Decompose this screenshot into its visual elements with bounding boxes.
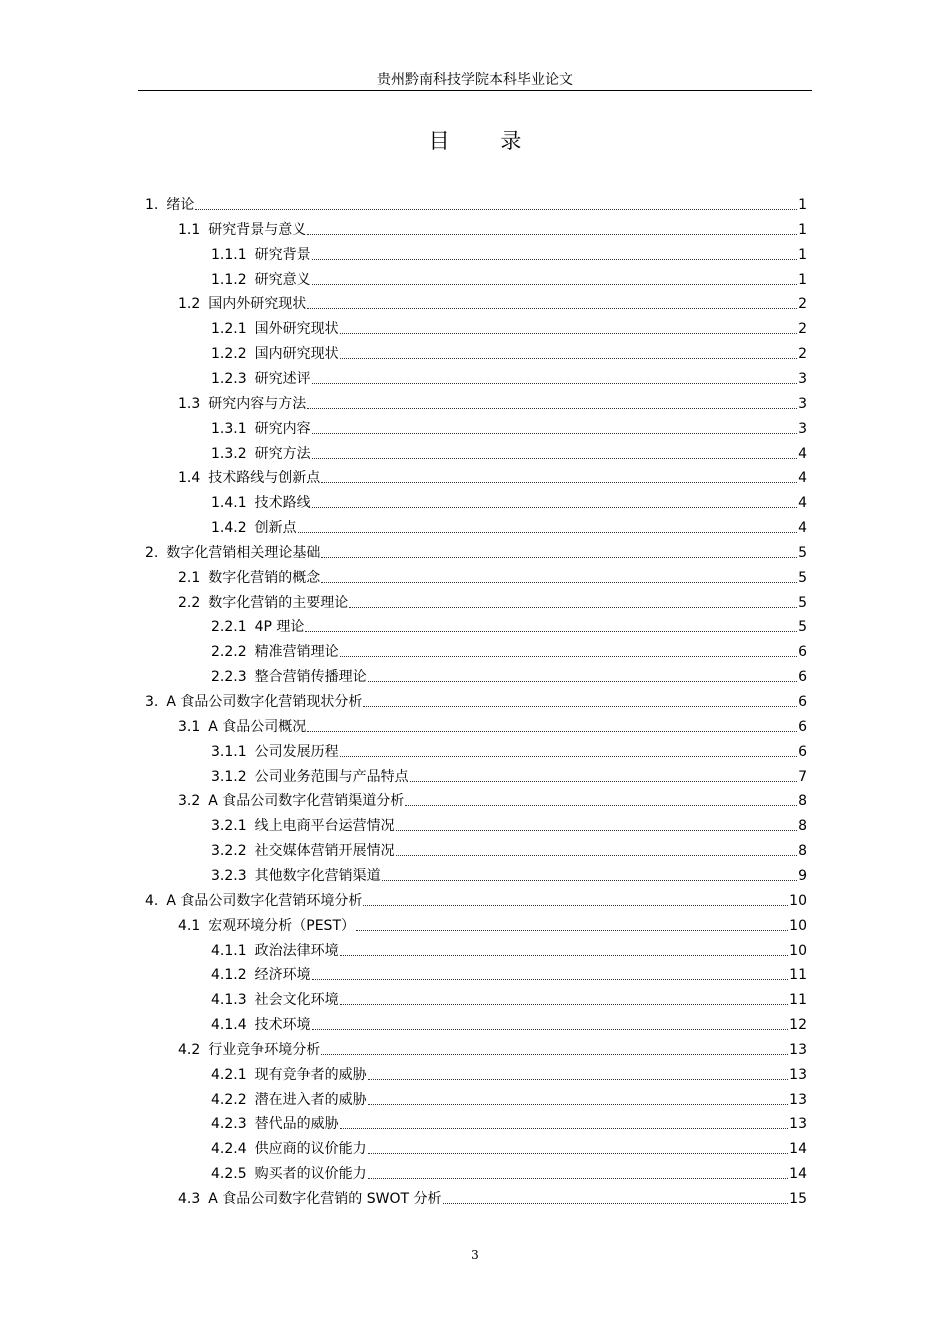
toc-entry-page: 7 xyxy=(798,768,807,785)
toc-entry-page: 6 xyxy=(798,718,807,735)
toc-dot-leader xyxy=(340,655,797,657)
toc-entry-page: 1 xyxy=(798,197,807,213)
toc-entry-page: 4 xyxy=(798,495,807,512)
toc-entry-page: 8 xyxy=(798,793,807,810)
toc-entry-title: 数字化营销相关理论基础 xyxy=(166,544,321,561)
toc-entry[interactable] xyxy=(211,440,807,464)
toc-entry-title: 研究方法 xyxy=(254,445,311,462)
toc-dot-leader xyxy=(340,332,797,334)
toc-dot-leader xyxy=(307,307,797,309)
toc-entry-title: 技术环境 xyxy=(254,1017,311,1034)
toc-entry-number: 4.1.3 xyxy=(211,992,247,1009)
toc-entry-title: 潜在进入者的威胁 xyxy=(254,1091,367,1108)
toc-entry[interactable] xyxy=(211,763,807,787)
toc-entry-page: 3 xyxy=(798,420,807,437)
toc-dot-leader xyxy=(321,481,797,483)
toc-entry-page: 5 xyxy=(798,544,807,561)
toc-entry[interactable] xyxy=(178,290,807,314)
toc-entry-page: 2 xyxy=(798,346,807,363)
toc-entry-number: 1.2 xyxy=(178,296,201,313)
toc-entry-number: 1.1.1 xyxy=(211,246,247,263)
toc-entry[interactable] xyxy=(178,787,807,811)
toc-dot-leader xyxy=(312,506,797,508)
toc-entry-page: 8 xyxy=(798,843,807,860)
toc-entry-number: 3.1.2 xyxy=(211,768,247,785)
toc-entry-title: 整合营销传播理论 xyxy=(254,669,367,686)
toc-entry[interactable] xyxy=(178,216,807,240)
toc-entry-number: 4. xyxy=(145,892,159,909)
toc-entry-page: 2 xyxy=(798,296,807,313)
toc-dot-leader xyxy=(356,929,788,931)
toc-entry-title: 行业竞争环境分析 xyxy=(208,1041,321,1058)
toc-entry-page: 2 xyxy=(798,321,807,338)
toc-entry-page: 4 xyxy=(798,470,807,487)
toc-dot-leader xyxy=(368,1152,789,1154)
toc-entry-title: 社会文化环境 xyxy=(254,992,339,1009)
toc-entry-title: 国外研究现状 xyxy=(254,321,339,338)
toc-entry-page: 5 xyxy=(798,619,807,636)
toc-entry-number: 1. xyxy=(145,197,159,213)
toc-entry-title: 公司业务范围与产品特点 xyxy=(254,768,409,785)
toc-entry-title: 购买者的议价能力 xyxy=(254,1166,367,1183)
toc-dot-leader xyxy=(321,581,797,583)
toc-dot-leader xyxy=(396,854,797,856)
toc-dot-leader xyxy=(443,1202,789,1204)
toc-entry-title: 技术路线与创新点 xyxy=(208,470,321,487)
toc-entry[interactable] xyxy=(178,713,807,737)
toc-dot-leader xyxy=(410,780,797,782)
toc-entry-title: 现有竞争者的威胁 xyxy=(254,1066,367,1083)
toc-dot-leader xyxy=(321,1053,788,1055)
toc-entry[interactable] xyxy=(178,912,807,936)
toc-entry[interactable] xyxy=(211,812,807,836)
toc-dot-leader xyxy=(340,954,789,956)
toc-entry[interactable] xyxy=(211,1135,807,1159)
toc-entry-number: 3.2.3 xyxy=(211,867,247,884)
toc-entry-title: 研究内容 xyxy=(254,420,311,437)
toc-entry-page: 12 xyxy=(789,1017,807,1034)
toc-entry-title: A 食品公司数字化营销现状分析 xyxy=(166,694,363,710)
toc-entry[interactable] xyxy=(211,986,807,1010)
toc-entry-page: 3 xyxy=(798,370,807,387)
toc-entry-page: 13 xyxy=(789,1091,807,1108)
toc-entry-title: 研究背景 xyxy=(254,246,311,263)
toc-entry-number: 3.2.1 xyxy=(211,818,247,835)
toc-entry-title: 其他数字化营销渠道 xyxy=(254,867,381,884)
toc-entry-number: 2.2.2 xyxy=(211,644,247,661)
toc-entry[interactable] xyxy=(178,390,807,414)
toc-entry-title: 研究背景与意义 xyxy=(208,221,307,238)
toc-dot-leader xyxy=(363,705,797,707)
toc-entry-number: 1.3.1 xyxy=(211,420,247,437)
toc-entry-number: 4.1.1 xyxy=(211,942,247,959)
toc-dot-leader xyxy=(368,1103,789,1105)
toc-entry-number: 4.2.2 xyxy=(211,1091,247,1108)
toc-entry-title: 经济环境 xyxy=(254,967,311,984)
toc-entry-title: 精准营销理论 xyxy=(254,644,339,661)
toc-entry-number: 4.2 xyxy=(178,1041,201,1058)
toc-entry-number: 1.3.2 xyxy=(211,445,247,462)
toc-entry-number: 2.1 xyxy=(178,569,201,586)
toc-entry-page: 8 xyxy=(798,818,807,835)
toc-entry-page: 13 xyxy=(789,1116,807,1133)
toc-entry-number: 1.4 xyxy=(178,470,201,487)
toc-dot-leader xyxy=(340,357,797,359)
toc-entry[interactable] xyxy=(145,887,807,911)
toc-dot-leader xyxy=(368,680,797,682)
toc-entry-page: 10 xyxy=(789,917,807,934)
toc-entry-number: 3.2 xyxy=(178,793,201,810)
toc-entry-page: 6 xyxy=(798,694,807,710)
toc-entry-number: 1.2.2 xyxy=(211,346,247,363)
toc-entry[interactable] xyxy=(211,1011,807,1035)
toc-entry[interactable] xyxy=(211,415,807,439)
toc-entry-title: 数字化营销的概念 xyxy=(208,569,321,586)
toc-entry-page: 1 xyxy=(798,221,807,238)
toc-entry[interactable] xyxy=(211,266,807,290)
toc-entry[interactable] xyxy=(211,961,807,985)
toc-entry-page: 6 xyxy=(798,743,807,760)
toc-entry[interactable] xyxy=(211,365,807,389)
toc-dot-leader xyxy=(312,283,797,285)
running-header: 贵州黔南科技学院本科毕业论文 xyxy=(377,72,573,88)
toc-dot-leader xyxy=(312,457,797,459)
toc-entry-title: 线上电商平台运营情况 xyxy=(254,818,395,835)
toc-entry-title: A 食品公司概况 xyxy=(208,718,307,735)
toc-entry-title: 社交媒体营销开展情况 xyxy=(254,843,395,860)
toc-entry-page: 6 xyxy=(798,669,807,686)
toc-entry-page: 4 xyxy=(798,520,807,537)
toc-entry-number: 1.4.1 xyxy=(211,495,247,512)
toc-entry-page: 3 xyxy=(798,395,807,412)
toc-entry-title: 政治法律环境 xyxy=(254,942,339,959)
toc-entry-number: 2.2.1 xyxy=(211,619,247,636)
toc-entry-number: 3. xyxy=(145,694,159,710)
toc-entry[interactable] xyxy=(145,688,807,712)
toc-entry-title: 研究述评 xyxy=(254,370,311,387)
toc-entry-title: 宏观环境分析（PEST） xyxy=(208,917,355,934)
toc-entry-title: A 食品公司数字化营销渠道分析 xyxy=(208,793,405,810)
toc-entry-number: 4.2.4 xyxy=(211,1141,247,1158)
toc-entry-number: 1.2.1 xyxy=(211,321,247,338)
toc-dot-leader xyxy=(321,556,797,558)
toc-dot-leader xyxy=(363,904,788,906)
toc-entry-page: 1 xyxy=(798,271,807,288)
toc-dot-leader xyxy=(396,829,797,831)
toc-entry[interactable] xyxy=(211,514,807,538)
toc-dot-leader xyxy=(405,804,797,806)
toc-entry-number: 3.2.2 xyxy=(211,843,247,860)
toc-entry-page: 14 xyxy=(789,1141,807,1158)
toc-entry[interactable] xyxy=(178,464,807,488)
toc-entry[interactable] xyxy=(211,837,807,861)
toc-entry[interactable] xyxy=(211,1110,807,1134)
toc-entry[interactable] xyxy=(211,862,807,886)
toc-entry-number: 4.2.3 xyxy=(211,1116,247,1133)
toc-dot-leader xyxy=(312,432,797,434)
toc-dot-leader xyxy=(307,233,797,235)
toc-entry-title: 替代品的威胁 xyxy=(254,1116,339,1133)
toc-entry[interactable] xyxy=(211,489,807,513)
toc-entry-page: 5 xyxy=(798,594,807,611)
toc-dot-leader xyxy=(195,208,797,210)
toc-entry-title: 公司发展历程 xyxy=(254,743,339,760)
toc-entry[interactable] xyxy=(211,1061,807,1085)
toc-entry-number: 1.3 xyxy=(178,395,201,412)
toc-dot-leader xyxy=(312,382,797,384)
toc-entry[interactable] xyxy=(211,613,807,637)
toc-entry[interactable] xyxy=(178,564,807,588)
toc-entry[interactable] xyxy=(178,1036,807,1060)
toc-entry-page: 15 xyxy=(789,1191,807,1207)
toc-entry-title: 技术路线 xyxy=(254,495,311,512)
header-rule xyxy=(138,90,812,91)
toc-entry-title: 研究意义 xyxy=(254,271,311,288)
toc-dot-leader xyxy=(307,730,797,732)
toc-dot-leader xyxy=(349,606,797,608)
toc-entry-number: 4.2.5 xyxy=(211,1166,247,1183)
toc-entry-title: 供应商的议价能力 xyxy=(254,1141,367,1158)
toc-entry-page: 11 xyxy=(789,967,807,984)
toc-entry-number: 4.1.4 xyxy=(211,1017,247,1034)
toc-entry-title: A 食品公司数字化营销的 SWOT 分析 xyxy=(208,1191,442,1207)
toc-entry-number: 1.1 xyxy=(178,221,201,238)
toc-entry-number: 1.1.2 xyxy=(211,271,247,288)
toc-entry-number: 4.2.1 xyxy=(211,1066,247,1083)
toc-entry-number: 2.2 xyxy=(178,594,201,611)
toc-entry-title: 绪论 xyxy=(166,197,195,213)
toc-dot-leader xyxy=(340,1003,789,1005)
toc-entry-number: 1.4.2 xyxy=(211,520,247,537)
toc-entry-page: 10 xyxy=(789,942,807,959)
toc-entry[interactable] xyxy=(211,340,807,364)
page-number: 3 xyxy=(471,1248,479,1262)
toc-entry-title: 研究内容与方法 xyxy=(208,395,307,412)
toc-entry[interactable] xyxy=(211,241,807,265)
toc-entry-number: 2. xyxy=(145,544,159,561)
toc-entry-page: 1 xyxy=(798,246,807,263)
toc-entry[interactable] xyxy=(211,315,807,339)
toc-entry-title: A 食品公司数字化营销环境分析 xyxy=(166,892,363,909)
toc-entry[interactable] xyxy=(211,1160,807,1184)
toc-entry-page: 14 xyxy=(789,1166,807,1183)
toc-entry-number: 4.1.2 xyxy=(211,967,247,984)
toc-entry[interactable] xyxy=(211,937,807,961)
toc-entry-title: 4P 理论 xyxy=(254,619,305,636)
toc-dot-leader xyxy=(305,630,797,632)
toc-title: 目 录 xyxy=(428,129,544,153)
toc-dot-leader xyxy=(312,1028,789,1030)
toc-dot-leader xyxy=(340,1127,789,1129)
toc-entry-title: 国内外研究现状 xyxy=(208,296,307,313)
toc-dot-leader xyxy=(312,258,797,260)
toc-entry-page: 5 xyxy=(798,569,807,586)
toc-dot-leader xyxy=(298,531,797,533)
toc-entry-page: 11 xyxy=(789,992,807,1009)
toc-entry-number: 3.1.1 xyxy=(211,743,247,760)
toc-entry-page: 13 xyxy=(789,1066,807,1083)
toc-entry[interactable] xyxy=(145,539,807,563)
toc-entry-number: 2.2.3 xyxy=(211,669,247,686)
toc-entry[interactable] xyxy=(145,191,807,215)
toc-entry-page: 4 xyxy=(798,445,807,462)
toc-entry[interactable] xyxy=(211,638,807,662)
toc-entry-number: 1.2.3 xyxy=(211,370,247,387)
toc-entry[interactable] xyxy=(211,738,807,762)
toc-entry-page: 9 xyxy=(798,867,807,884)
toc-dot-leader xyxy=(340,755,797,757)
toc-entry-title: 国内研究现状 xyxy=(254,346,339,363)
toc-dot-leader xyxy=(368,1078,789,1080)
toc-dot-leader xyxy=(312,978,789,980)
toc-entry-page: 10 xyxy=(789,892,807,909)
toc-entry-title: 数字化营销的主要理论 xyxy=(208,594,349,611)
toc-entry-title: 创新点 xyxy=(254,520,297,537)
toc-entry-page: 6 xyxy=(798,644,807,661)
toc-dot-leader xyxy=(307,407,797,409)
toc-entry-number: 4.1 xyxy=(178,917,201,934)
toc-dot-leader xyxy=(382,879,797,881)
toc-entry[interactable] xyxy=(211,663,807,687)
toc-dot-leader xyxy=(368,1177,789,1179)
toc-entry-number: 4.3 xyxy=(178,1191,201,1207)
toc-entry[interactable] xyxy=(178,1185,807,1209)
toc-entry-number: 3.1 xyxy=(178,718,201,735)
toc-entry[interactable] xyxy=(211,1086,807,1110)
toc-entry-page: 13 xyxy=(789,1041,807,1058)
toc-entry[interactable] xyxy=(178,589,807,613)
